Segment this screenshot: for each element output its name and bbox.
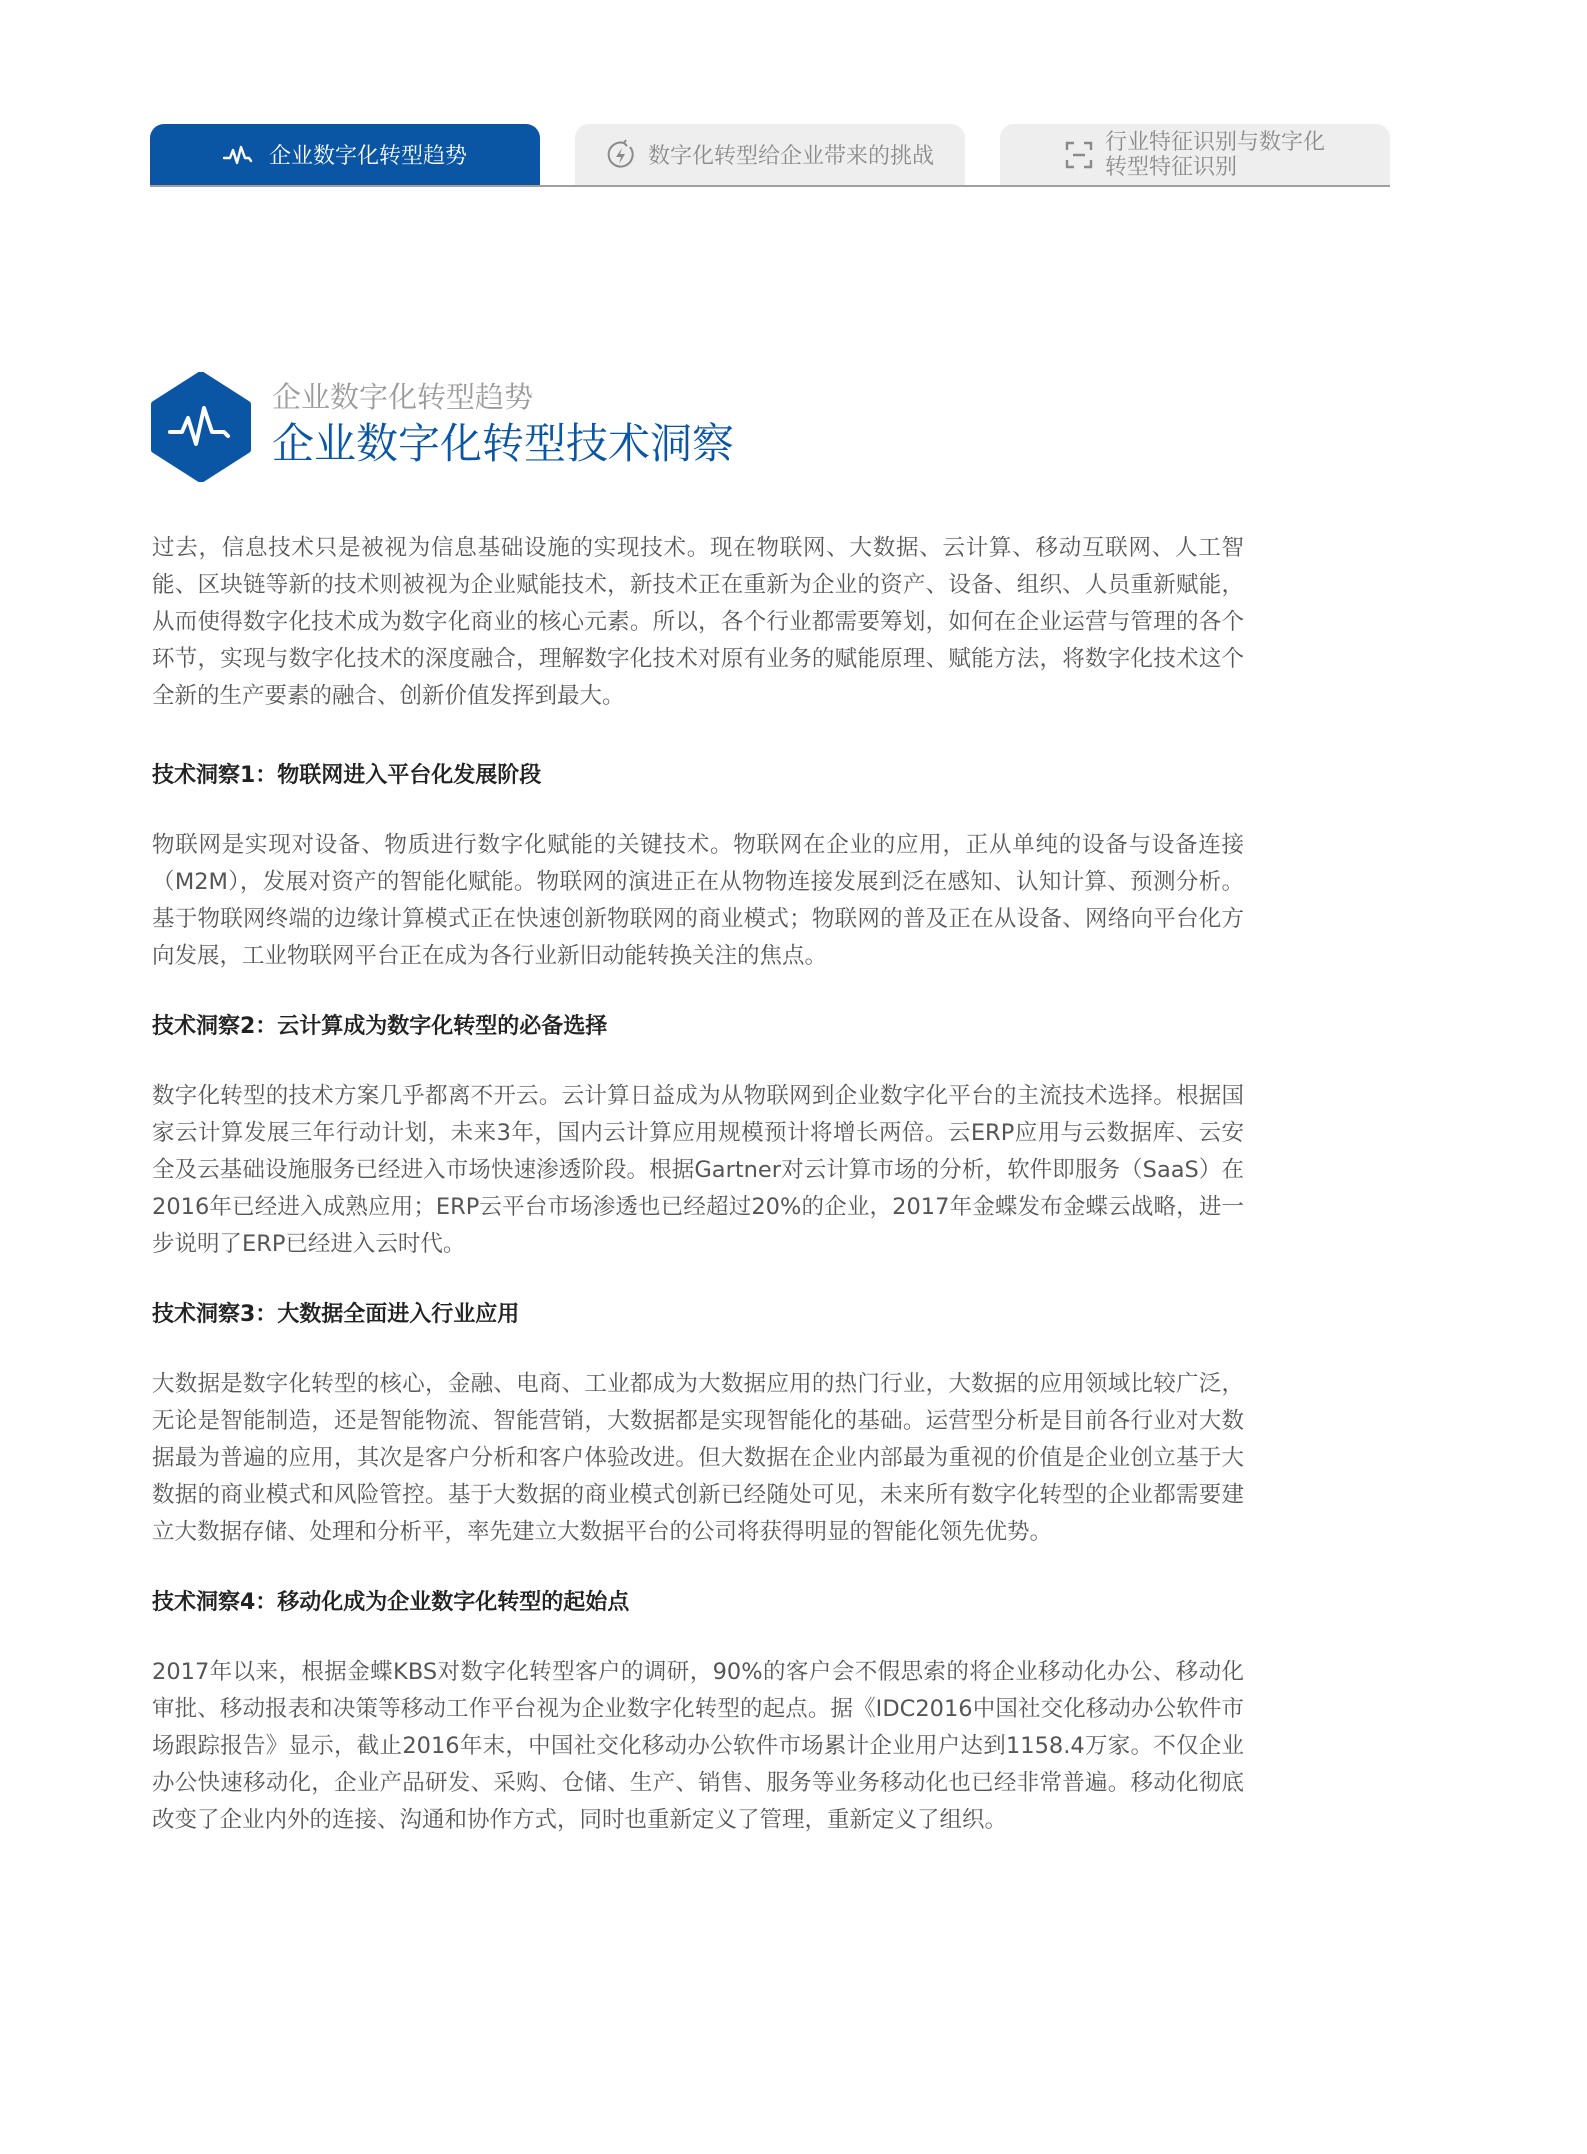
scan-frame-icon [1065, 141, 1093, 169]
tab-digital-transformation-trends[interactable] [150, 124, 540, 185]
intro-paragraph: 过去，信息技术只是被视为信息基础设施的实现技术。现在物联网、大数据、云计算、移动互联网、人工智能、区块链等新的技术则被视为企业赋能技术，新技术正在重新为企业的资产、设备、组织、人员重新赋能，从而使得数字化技术成为数字化商业的核心元素。所以，各个行业都需要筹划，如何在企业运营与管理的各个环节，实现与数字化技术的深度融合，理解数字化技术对原有业务的赋能原理、赋能方法，将数字化技术这个全新的生产要素的融合、创新价值发挥到最大。 [152, 535, 1244, 709]
insight-paragraph-4: 2017年以来，根据金蝶KBS对数字化转型客户的调研，90%的客户会不假思索的将企业移动化办公、移动化审批、移动报表和决策等移动工作平台视为企业数字化转型的起点。据《IDC2016中国社交化移动办公软件市场跟踪报告》显示，截止2016年末，中国社交化移动办公软件市场累计企业用户达到1158.4万家。不仅企业办公快速移动化，企业产品研发、采购、仓储、生产、销售、服务等业务移动化也已经非常普遍。移动化彻底改变了企业内外的连接、沟通和协作方式，同时也重新定义了管理，重新定义了组织。 [152, 1659, 1244, 1833]
tab-industry-feature-identification[interactable] [1000, 124, 1390, 185]
pulse-hexagon-icon [150, 372, 252, 482]
tab-label-line2: 转型特征识别 [1104, 154, 1237, 180]
insight-paragraph-1: 物联网是实现对设备、物质进行数字化赋能的关键技术。物联网在企业的应用，正从单纯的设备与设备连接（M2M），发展对资产的智能化赋能。物联网的演进正在从物物连接发展到泛在感知、认知计算、预测分析。基于物联网终端的边缘计算模式正在快速创新物联网的商业模式；物联网的普及正在从设备、网络向平台化方向发展，工业物联网平台正在成为各行业新旧动能转换关注的焦点。 [152, 832, 1244, 969]
tab-label: 数字化转型给企业带来的挑战 [647, 144, 934, 169]
tab-bar [150, 124, 1390, 187]
page-title: 企业数字化转型技术洞察 [272, 419, 735, 468]
insight-paragraph-3: 大数据是数字化转型的核心，金融、电商、工业都成为大数据应用的热门行业，大数据的应用领域比较广泛，无论是智能制造，还是智能物流、智能营销，大数据都是实现智能化的基础。运营型分析是目前各行业对大数据最为普遍的应用，其次是客户分析和客户体验改进。但大数据在企业内部最为重视的价值是企业创立基于大数据的商业模式和风险管控。基于大数据的商业模式创新已经随处可见，未来所有数字化转型的企业都需要建立大数据存储、处理和分析平，率先建立大数据平台的公司将获得明显的智能化领先优势。 [152, 1371, 1244, 1545]
insight-heading-1: 技术洞察1：物联网进入平台化发展阶段 [152, 763, 542, 788]
insight-heading-2: 技术洞察2：云计算成为数字化转型的必备选择 [152, 1014, 608, 1039]
tab-label: 企业数字化转型趋势 [268, 144, 467, 169]
lightning-refresh-icon [606, 139, 636, 171]
insight-heading-4: 技术洞察4：移动化成为企业数字化转型的起始点 [152, 1590, 630, 1615]
pulse-icon [223, 144, 257, 166]
tab-label-line1: 行业特征识别与数字化 [1104, 129, 1325, 155]
insight-heading-3: 技术洞察3：大数据全面进入行业应用 [152, 1302, 520, 1327]
article-body [152, 530, 1244, 1839]
insight-paragraph-2: 数字化转型的技术方案几乎都离不开云。云计算日益成为从物联网到企业数字化平台的主流技术选择。根据国家云计算发展三年行动计划，未来3年，国内云计算应用规模预计将增长两倍。云ERP应用与云数据库、云安全及云基础设施服务已经进入市场快速渗透阶段。根据Gartner对云计算市场的分析，软件即服务（SaaS）在2016年已经进入成熟应用；ERP云平台市场渗透也已经超过20%的企业，2017年金蝶发布金蝶云战略，进一步说明了ERP已经进入云时代。 [152, 1083, 1244, 1257]
section-subtitle: 企业数字化转型趋势 [272, 380, 534, 414]
tab-transformation-challenges[interactable] [575, 124, 965, 185]
section-header [150, 372, 734, 482]
